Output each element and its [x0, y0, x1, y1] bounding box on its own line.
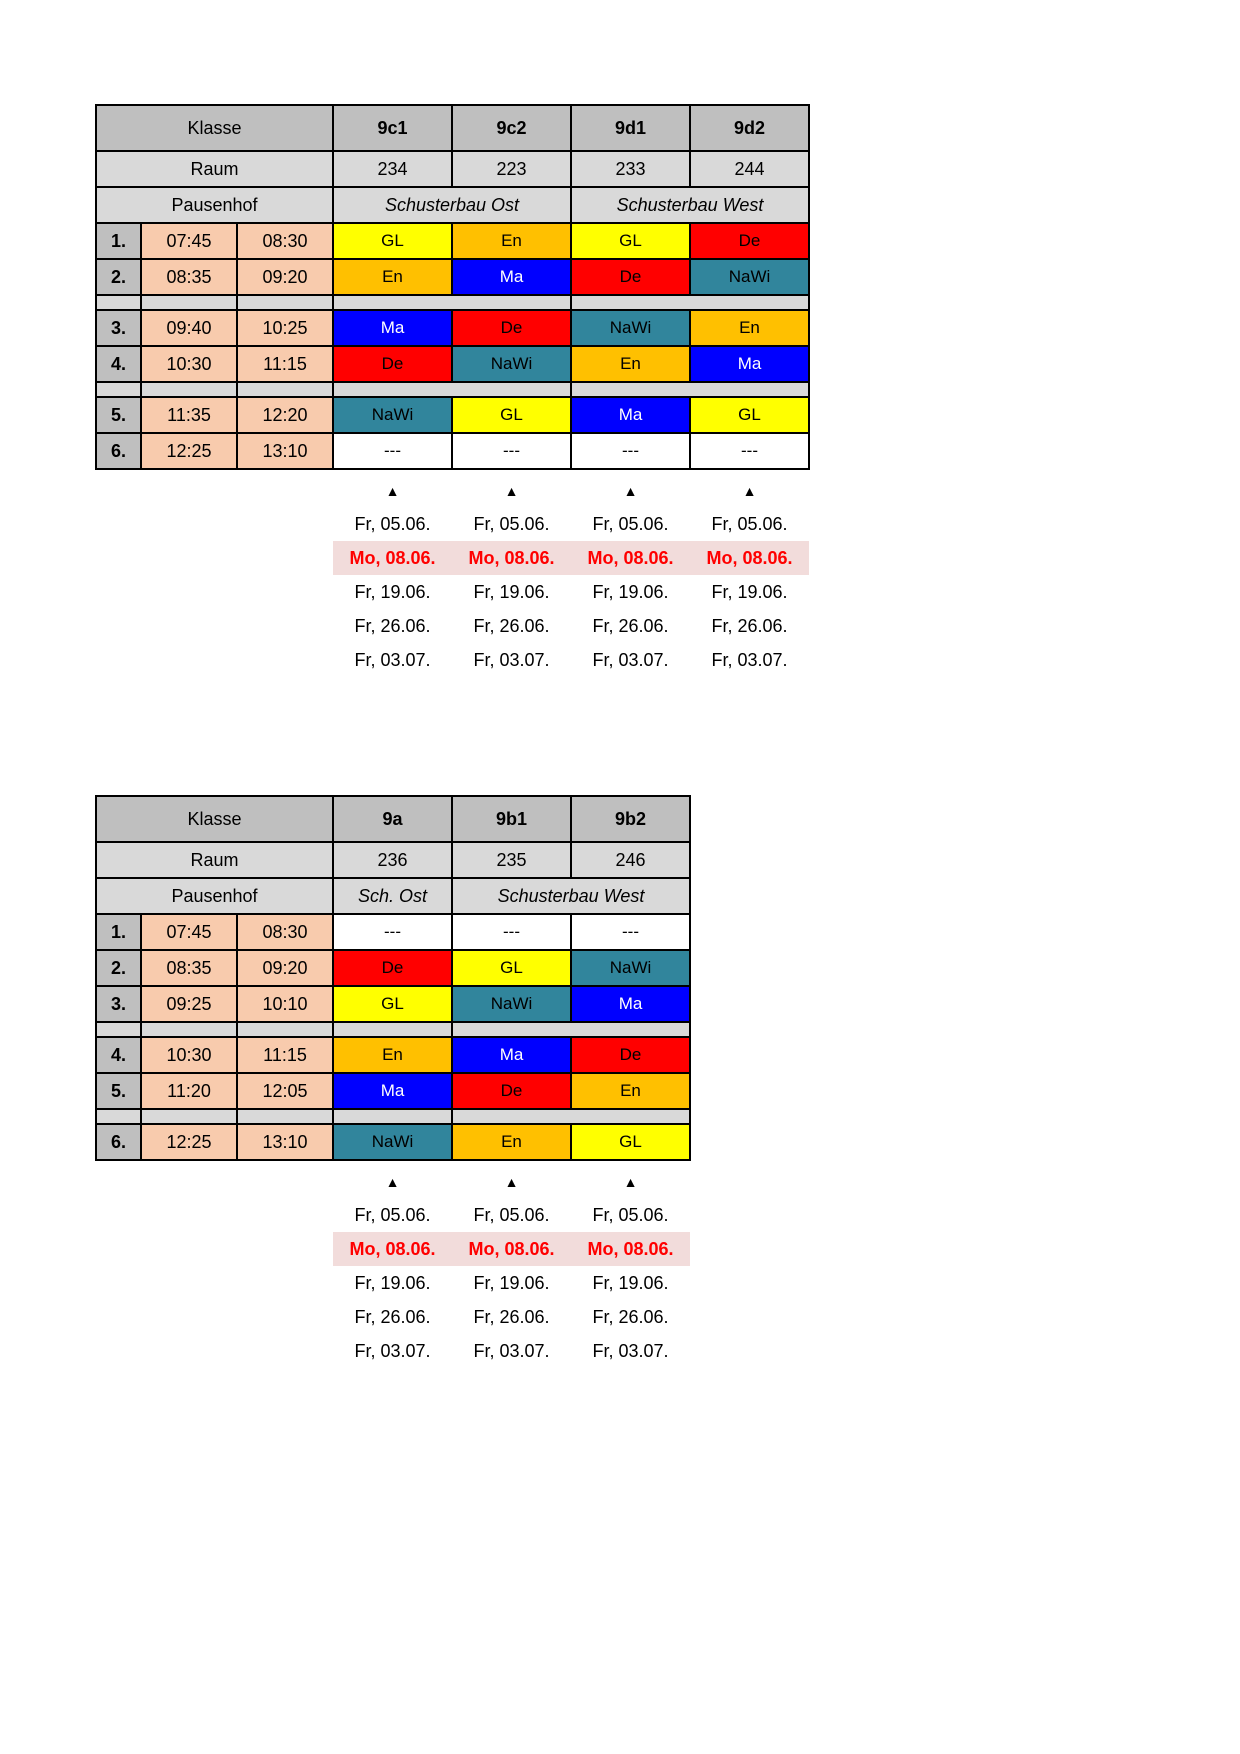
gap-cell — [141, 1022, 237, 1037]
gap-cell — [571, 295, 809, 310]
date-row — [333, 1300, 690, 1334]
time-end-cell: 13:10 — [237, 1124, 333, 1160]
time-end-cell: 09:20 — [237, 950, 333, 986]
gap-row — [96, 295, 809, 310]
time-end-cell: 12:20 — [237, 397, 333, 433]
date-cell: Mo, 08.06. — [349, 1238, 436, 1259]
subject-cell: En — [690, 310, 809, 346]
time-start-cell: 08:35 — [141, 950, 237, 986]
time-end-cell: 12:05 — [237, 1073, 333, 1109]
date-cell: Fr, 19.06. — [473, 581, 550, 602]
date-cell: Fr, 05.06. — [473, 513, 550, 534]
subject-cell: NaWi — [571, 950, 690, 986]
timetable-section-1 — [95, 104, 810, 677]
klasse-label: Klasse — [96, 796, 333, 842]
subject-cell: --- — [333, 433, 452, 469]
subject-cell: De — [333, 346, 452, 382]
room-cell: 236 — [333, 842, 452, 878]
date-cell: Fr, 19.06. — [592, 1272, 669, 1293]
pausenhof-group-cell: Schusterbau Ost — [333, 187, 571, 223]
period-number-cell: 1. — [96, 223, 141, 259]
raum-row — [96, 151, 809, 187]
subject-cell: Ma — [333, 1073, 452, 1109]
subject-cell: NaWi — [571, 310, 690, 346]
period-row — [96, 1073, 690, 1109]
subject-cell: --- — [690, 433, 809, 469]
subject-cell: NaWi — [333, 397, 452, 433]
room-cell: 233 — [571, 151, 690, 187]
klasse-row — [96, 105, 809, 151]
date-cell: Fr, 26.06. — [354, 615, 431, 636]
gap-row — [96, 1109, 690, 1124]
triangle-up-icon: ▲ — [504, 1173, 519, 1190]
gap-cell — [237, 295, 333, 310]
period-number-cell: 3. — [96, 986, 141, 1022]
subject-cell: --- — [333, 914, 452, 950]
class-header-cell: 9c2 — [452, 105, 571, 151]
gap-cell — [333, 1109, 452, 1124]
triangle-row — [333, 474, 809, 507]
date-cell: Mo, 08.06. — [349, 547, 436, 568]
gap-cell — [96, 1109, 141, 1124]
period-number-cell: 1. — [96, 914, 141, 950]
time-start-cell: 10:30 — [141, 1037, 237, 1073]
date-cell: Fr, 26.06. — [354, 1306, 431, 1327]
period-row — [96, 259, 809, 295]
subject-cell: GL — [333, 986, 452, 1022]
pausenhof-group-cell: Sch. Ost — [333, 878, 452, 914]
date-row — [333, 1232, 690, 1266]
date-cell: Fr, 03.07. — [354, 649, 431, 670]
date-cell: Mo, 08.06. — [468, 547, 555, 568]
period-number-cell: 5. — [96, 397, 141, 433]
gap-cell — [571, 382, 809, 397]
time-end-cell: 11:15 — [237, 1037, 333, 1073]
time-end-cell: 10:10 — [237, 986, 333, 1022]
date-cell: Fr, 03.07. — [473, 649, 550, 670]
date-row — [333, 575, 809, 609]
subject-cell: NaWi — [452, 986, 571, 1022]
subject-cell: --- — [571, 433, 690, 469]
date-row — [333, 609, 809, 643]
subject-cell: Ma — [452, 259, 571, 295]
date-cell: Fr, 03.07. — [592, 1340, 669, 1361]
time-end-cell: 13:10 — [237, 433, 333, 469]
room-cell: 234 — [333, 151, 452, 187]
raum-label: Raum — [96, 151, 333, 187]
gap-cell — [237, 1109, 333, 1124]
period-row — [96, 914, 690, 950]
triangle-up-icon: ▲ — [742, 482, 757, 499]
subject-cell: --- — [452, 914, 571, 950]
triangle-up-icon: ▲ — [623, 482, 638, 499]
gap-cell — [96, 1022, 141, 1037]
class-header-cell: 9b2 — [571, 796, 690, 842]
subject-cell: En — [333, 259, 452, 295]
gap-cell — [333, 295, 571, 310]
subject-cell: GL — [452, 950, 571, 986]
gap-cell — [141, 382, 237, 397]
time-start-cell: 09:40 — [141, 310, 237, 346]
room-cell: 244 — [690, 151, 809, 187]
date-cell: Fr, 26.06. — [711, 615, 788, 636]
subject-cell: GL — [571, 223, 690, 259]
pausenhof-label: Pausenhof — [96, 878, 333, 914]
date-cell: Fr, 19.06. — [473, 1272, 550, 1293]
period-row — [96, 397, 809, 433]
timetable-2-dates — [333, 1165, 690, 1368]
subject-cell: Ma — [571, 986, 690, 1022]
period-row — [96, 1037, 690, 1073]
subject-cell: NaWi — [452, 346, 571, 382]
class-header-cell: 9a — [333, 796, 452, 842]
room-cell: 223 — [452, 151, 571, 187]
triangle-up-icon: ▲ — [504, 482, 519, 499]
pausenhof-row — [96, 187, 809, 223]
date-cell: Fr, 26.06. — [473, 1306, 550, 1327]
date-row — [333, 507, 809, 541]
triangle-up-icon: ▲ — [623, 1173, 638, 1190]
klasse-label: Klasse — [96, 105, 333, 151]
date-cell: Fr, 05.06. — [354, 513, 431, 534]
date-cell: Fr, 03.07. — [473, 1340, 550, 1361]
period-row — [96, 223, 809, 259]
triangle-up-icon: ▲ — [385, 1173, 400, 1190]
date-cell: Mo, 08.06. — [587, 1238, 674, 1259]
subject-cell: Ma — [452, 1037, 571, 1073]
subject-cell: En — [333, 1037, 452, 1073]
period-row — [96, 986, 690, 1022]
period-number-cell: 4. — [96, 346, 141, 382]
subject-cell: GL — [690, 397, 809, 433]
gap-cell — [96, 382, 141, 397]
period-row — [96, 950, 690, 986]
period-number-cell: 5. — [96, 1073, 141, 1109]
time-end-cell: 09:20 — [237, 259, 333, 295]
date-cell: Mo, 08.06. — [587, 547, 674, 568]
time-end-cell: 08:30 — [237, 914, 333, 950]
date-cell: Fr, 03.07. — [354, 1340, 431, 1361]
gap-cell — [333, 1022, 452, 1037]
gap-cell — [452, 1109, 690, 1124]
subject-cell: De — [452, 310, 571, 346]
period-number-cell: 2. — [96, 950, 141, 986]
gap-cell — [96, 295, 141, 310]
timetable-section-2 — [95, 795, 691, 1368]
timetable-2-table — [95, 795, 691, 1161]
pausenhof-row — [96, 878, 690, 914]
time-start-cell: 12:25 — [141, 1124, 237, 1160]
subject-cell: En — [452, 1124, 571, 1160]
gap-row — [96, 382, 809, 397]
date-cell: Fr, 05.06. — [473, 1204, 550, 1225]
subject-cell: NaWi — [333, 1124, 452, 1160]
time-end-cell: 11:15 — [237, 346, 333, 382]
time-end-cell: 08:30 — [237, 223, 333, 259]
date-cell: Fr, 19.06. — [592, 581, 669, 602]
subject-cell: De — [571, 259, 690, 295]
period-number-cell: 2. — [96, 259, 141, 295]
time-start-cell: 11:20 — [141, 1073, 237, 1109]
date-row — [333, 1334, 690, 1368]
date-cell: Fr, 19.06. — [354, 581, 431, 602]
gap-cell — [452, 1022, 690, 1037]
time-start-cell: 11:35 — [141, 397, 237, 433]
date-row — [333, 1266, 690, 1300]
subject-cell: De — [690, 223, 809, 259]
room-cell: 246 — [571, 842, 690, 878]
subject-cell: Ma — [690, 346, 809, 382]
subject-cell: En — [452, 223, 571, 259]
date-cell: Fr, 05.06. — [592, 1204, 669, 1225]
gap-row — [96, 1022, 690, 1037]
pausenhof-group-cell: Schusterbau West — [452, 878, 690, 914]
klasse-row — [96, 796, 690, 842]
class-header-cell: 9d2 — [690, 105, 809, 151]
subject-cell: En — [571, 1073, 690, 1109]
pausenhof-label: Pausenhof — [96, 187, 333, 223]
timetable-1-dates — [333, 474, 809, 677]
raum-row — [96, 842, 690, 878]
triangle-row — [333, 1165, 690, 1198]
class-header-cell: 9c1 — [333, 105, 452, 151]
subject-cell: En — [571, 346, 690, 382]
period-row — [96, 310, 809, 346]
time-start-cell: 09:25 — [141, 986, 237, 1022]
gap-cell — [141, 295, 237, 310]
date-cell: Mo, 08.06. — [468, 1238, 555, 1259]
period-row — [96, 346, 809, 382]
pausenhof-group-cell: Schusterbau West — [571, 187, 809, 223]
date-cell: Fr, 05.06. — [354, 1204, 431, 1225]
date-row — [333, 541, 809, 575]
period-number-cell: 4. — [96, 1037, 141, 1073]
gap-cell — [237, 382, 333, 397]
time-start-cell: 10:30 — [141, 346, 237, 382]
date-cell: Fr, 05.06. — [711, 513, 788, 534]
date-cell: Fr, 26.06. — [473, 615, 550, 636]
subject-cell: --- — [452, 433, 571, 469]
period-row — [96, 1124, 690, 1160]
subject-cell: --- — [571, 914, 690, 950]
gap-cell — [333, 382, 571, 397]
date-cell: Fr, 26.06. — [592, 615, 669, 636]
date-row — [333, 1198, 690, 1232]
time-start-cell: 08:35 — [141, 259, 237, 295]
class-header-cell: 9d1 — [571, 105, 690, 151]
class-header-cell: 9b1 — [452, 796, 571, 842]
time-start-cell: 07:45 — [141, 914, 237, 950]
date-row — [333, 643, 809, 677]
date-cell: Fr, 03.07. — [711, 649, 788, 670]
subject-cell: NaWi — [690, 259, 809, 295]
date-cell: Fr, 19.06. — [354, 1272, 431, 1293]
period-number-cell: 6. — [96, 433, 141, 469]
subject-cell: Ma — [571, 397, 690, 433]
subject-cell: De — [452, 1073, 571, 1109]
date-cell: Fr, 03.07. — [592, 649, 669, 670]
date-cell: Fr, 26.06. — [592, 1306, 669, 1327]
period-row — [96, 433, 809, 469]
subject-cell: Ma — [333, 310, 452, 346]
raum-label: Raum — [96, 842, 333, 878]
period-number-cell: 6. — [96, 1124, 141, 1160]
subject-cell: De — [571, 1037, 690, 1073]
time-end-cell: 10:25 — [237, 310, 333, 346]
date-cell: Mo, 08.06. — [706, 547, 793, 568]
time-start-cell: 07:45 — [141, 223, 237, 259]
period-number-cell: 3. — [96, 310, 141, 346]
subject-cell: GL — [452, 397, 571, 433]
date-cell: Fr, 05.06. — [592, 513, 669, 534]
subject-cell: GL — [333, 223, 452, 259]
timetable-1-table — [95, 104, 810, 470]
triangle-up-icon: ▲ — [385, 482, 400, 499]
room-cell: 235 — [452, 842, 571, 878]
gap-cell — [141, 1109, 237, 1124]
gap-cell — [237, 1022, 333, 1037]
time-start-cell: 12:25 — [141, 433, 237, 469]
subject-cell: GL — [571, 1124, 690, 1160]
date-cell: Fr, 19.06. — [711, 581, 788, 602]
subject-cell: De — [333, 950, 452, 986]
